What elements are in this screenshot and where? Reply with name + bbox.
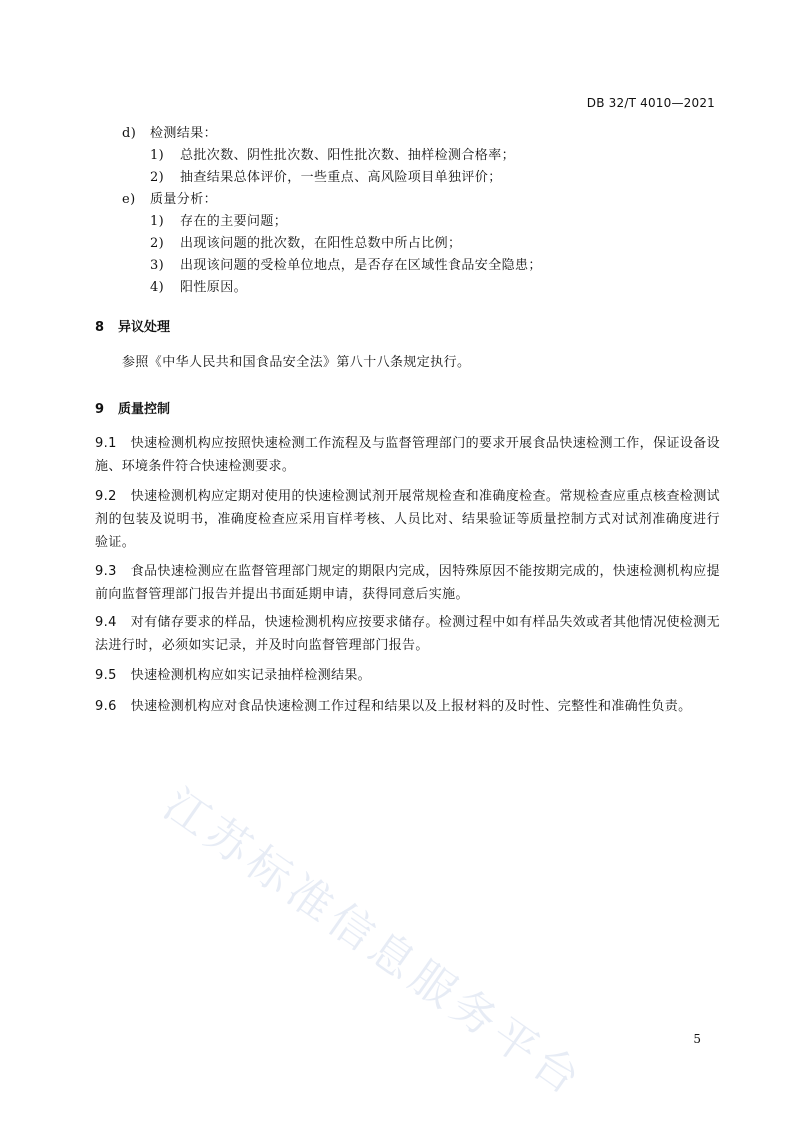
clause-number: 9.5 [95,668,117,683]
list-marker: 4) [150,280,165,295]
section-number: 9 [95,402,105,417]
list-item: 出现该问题的受检单位地点，是否存在区域性食品安全隐患； [180,258,542,273]
clause-9-2 [95,485,720,554]
clause-text: 对有储存要求的样品，快速检测机构应按要求储存。检测过程中如有样品失效或者其他情况使检测无法进行时，必须如实记录，并及时向监督管理部门报告。 [95,615,720,653]
clause-text: 快速检测机构应定期对使用的快速检测试剂开展常规检查和准确度检查。常规检查应重点核查检测试剂的包装及说明书，准确度检查应采用盲样考核、人员比对、结果验证等质量控制方式对试剂准确度进行验证。 [95,489,720,550]
clause-number: 9.1 [95,436,117,451]
clause-number: 9.6 [95,699,117,714]
clause-text: 食品快速检测应在监督管理部门规定的期限内完成，因特殊原因不能按期完成的，快速检测机构应提前向监督管理部门报告并提出书面延期申请，获得同意后实施。 [95,564,720,602]
list-marker-d: d) [122,126,137,141]
list-item: 存在的主要问题； [180,214,288,229]
page-number: 5 [693,1032,701,1046]
clause-9-3 [95,560,720,606]
list-item: 总批次数、阴性批次数、阳性批次数、抽样检测合格率； [180,148,516,163]
clause-number: 9.3 [95,564,117,579]
list-marker: 1) [150,148,165,163]
clause-9-1 [95,432,720,478]
list-item: 阳性原因。 [180,280,248,295]
list-marker: 3) [150,258,165,273]
clause-9-5 [95,664,720,687]
clause-9-6 [95,695,720,718]
section-heading-8 [95,316,170,335]
clause-text: 快速检测机构应对食品快速检测工作过程和结果以及上报材料的及时性、完整性和准确性负责。 [130,699,692,714]
section-heading-9 [95,398,170,417]
clause-9-4 [95,611,720,657]
list-title-d: 检测结果： [150,126,218,141]
watermark: 江苏标准信息服务平台 [154,779,594,1108]
section-8-text: 参照《中华人民共和国食品安全法》第八十八条规定执行。 [122,355,471,370]
clause-number: 9.4 [95,615,117,630]
clause-number: 9.2 [95,489,117,504]
list-marker-e: e) [122,192,136,207]
clause-text: 快速检测机构应如实记录抽样检测结果。 [130,668,372,683]
list-item: 抽查结果总体评价，一些重点、高风险项目单独评价； [180,170,502,185]
list-title-e: 质量分析： [150,192,218,207]
list-marker: 1) [150,214,165,229]
list-item: 出现该问题的批次数，在阳性总数中所占比例； [180,236,462,251]
document-number: DB 32/T 4010—2021 [586,96,715,110]
section-title: 异议处理 [118,320,171,335]
clause-text: 快速检测机构应按照快速检测工作流程及与监督管理部门的要求开展食品快速检测工作，保证设备设施、环境条件符合快速检测要求。 [95,436,720,474]
section-title: 质量控制 [118,402,171,417]
list-marker: 2) [150,170,165,185]
list-marker: 2) [150,236,165,251]
section-number: 8 [95,320,105,335]
